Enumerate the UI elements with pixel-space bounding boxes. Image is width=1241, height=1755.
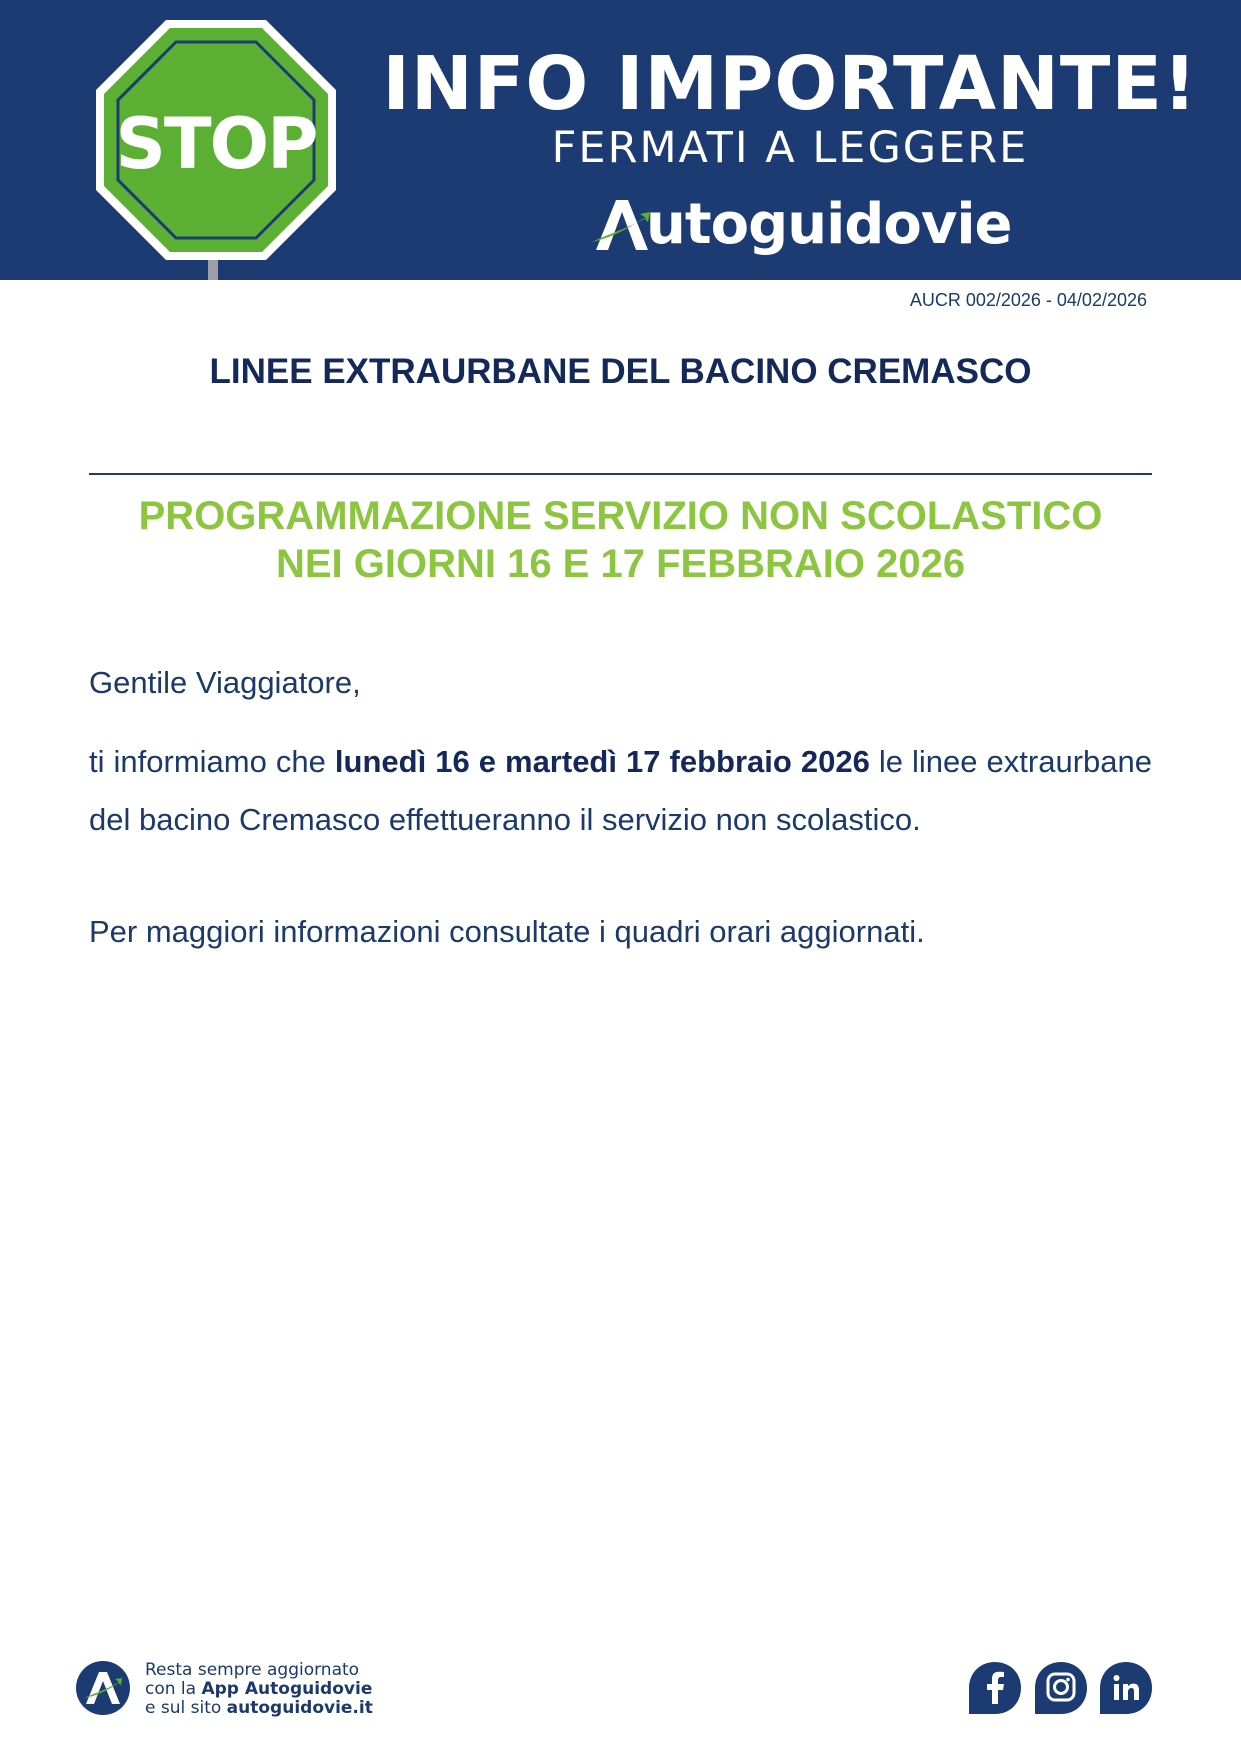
greeting: Gentile Viaggiatore, — [89, 665, 361, 700]
linkedin-icon[interactable] — [1098, 1660, 1154, 1716]
notice-paragraph — [89, 733, 1152, 849]
brand-logo — [590, 190, 1012, 260]
facebook-icon[interactable] — [967, 1660, 1023, 1716]
stop-sign-icon — [92, 16, 340, 280]
notice-text-start: ti informiamo che — [89, 744, 335, 779]
footer-app-promo — [145, 1661, 373, 1718]
footer-app-name[interactable]: App Autoguidovie — [201, 1679, 373, 1699]
document-title: LINEE EXTRAURBANE DEL BACINO CREMASCO — [209, 352, 1032, 391]
app-logo-icon[interactable] — [75, 1660, 131, 1716]
instagram-icon[interactable] — [1033, 1660, 1089, 1716]
divider — [89, 473, 1152, 475]
footer-line-1: Resta sempre aggiornato — [145, 1660, 360, 1680]
notice-text-end: le linee extraurbane del bacino Cremasco effettueranno il servizio non scolastico. — [89, 744, 1152, 837]
footer-line-2 — [145, 1680, 373, 1699]
banner-title: INFO IMPORTANTE! — [382, 41, 1198, 127]
banner-subtitle: FERMATI A LEGGERE — [551, 123, 1029, 173]
brand-name: utoguidovie — [646, 192, 1012, 257]
footer-line-3 — [145, 1699, 373, 1718]
headline-line-1: PROGRAMMAZIONE SERVIZIO NON SCOLASTICO — [138, 494, 1103, 538]
autoguidovie-logo-icon — [590, 196, 652, 254]
stop-label: STOP — [115, 103, 317, 185]
document-reference: AUCR 002/2026 - 04/02/2026 — [909, 290, 1147, 310]
notice-dates: lunedì 16 e martedì 17 febbraio 2026 — [334, 744, 870, 779]
footer-line-3-prefix: e sul sito — [145, 1698, 227, 1718]
header-banner — [0, 0, 1241, 280]
footer-line-2-prefix: con la — [145, 1679, 202, 1699]
info-paragraph: Per maggiori informazioni consultate i quadri orari aggiornati. — [89, 914, 925, 949]
headline — [0, 492, 1241, 588]
headline-line-2: NEI GIORNI 16 E 17 FEBBRAIO 2026 — [275, 542, 966, 586]
footer-website-link[interactable]: autoguidovie.it — [226, 1698, 373, 1718]
